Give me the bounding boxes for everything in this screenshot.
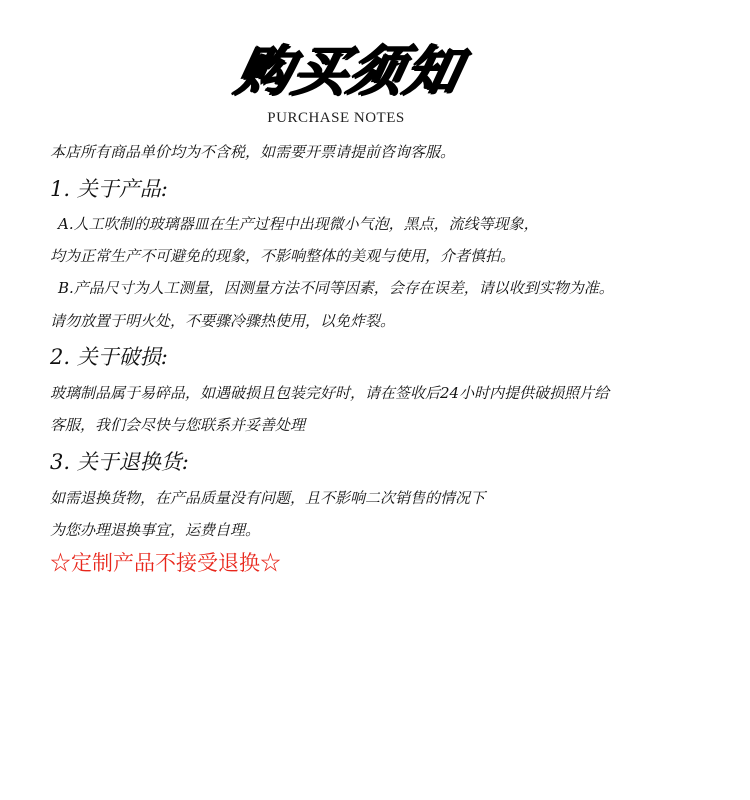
products-line: A.人工吹制的玻璃器皿在生产过程中出现微小气泡，黑点，流线等现象， — [58, 215, 539, 233]
products-line: 均为正常生产不可避免的现象，不影响整体的美观与使用，介者慎拍。 — [50, 247, 516, 265]
damage-line: 客服，我们会尽快与您联系并妥善处理 — [50, 416, 306, 434]
section-heading-damage: 2. 关于破损: — [50, 345, 168, 369]
page-subtitle: PURCHASE NOTES — [267, 110, 405, 126]
products-line: 请勿放置于明火处，不要骤冷骤热使用，以免炸裂。 — [50, 312, 396, 330]
section-heading-returns: 3. 关于退换货: — [50, 450, 189, 474]
returns-line: 如需退换货物，在产品质量没有问题，且不影响二次销售的情况下 — [50, 489, 486, 507]
products-line: B.产品尺寸为人工测量，因测量方法不同等因素，会存在误差，请以收到实物为准。 — [58, 279, 614, 297]
custom-product-notice: ☆定制产品不接受退换☆ — [50, 551, 281, 575]
intro-text: 本店所有商品单价均为不含税，如需要开票请提前咨询客服。 — [50, 143, 456, 161]
page-title: 购买须知 — [230, 39, 468, 102]
damage-line: 玻璃制品属于易碎品，如遇破损且包装完好时，请在签收后24小时内提供破损照片给 — [50, 384, 610, 402]
section-heading-products: 1. 关于产品: — [50, 177, 168, 201]
returns-line: 为您办理退换事宜，运费自理。 — [50, 521, 261, 539]
